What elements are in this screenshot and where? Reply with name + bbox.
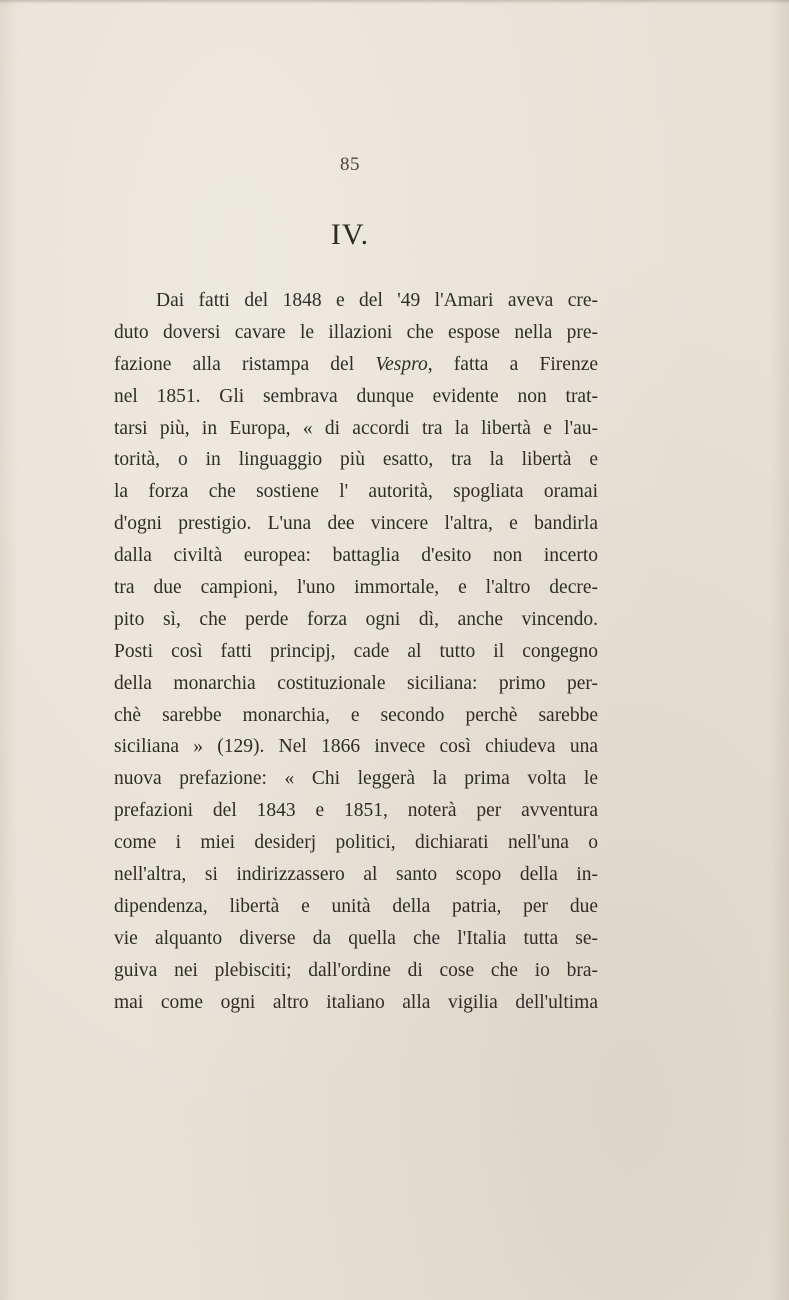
text-line-9: dalla civiltà europea: battaglia d'esito non incerto — [114, 545, 598, 567]
text-line-16: nuova prefazione: « Chi leggerà la prima volta le — [114, 768, 598, 790]
text-line-3 — [114, 349, 598, 381]
text-line-11: pito sì, che perde forza ogni dì, anche vincendo. — [114, 608, 598, 630]
text-line-1: Dai fatti del 1848 e del '49 l'Amari aveva cre- — [156, 290, 598, 311]
text-line-20: dipendenza, libertà e unità della patria, per due — [114, 895, 598, 917]
text-line-17: prefazioni del 1843 e 1851, noterà per avventura — [114, 800, 598, 822]
text-line-14: chè sarebbe monarchia, e secondo perchè sarebbe — [114, 704, 598, 726]
text-line-13: della monarchia costituzionale siciliana: primo per- — [114, 672, 598, 694]
text-line-18: come i miei desiderj politici, dichiarati nell'una o — [114, 832, 598, 854]
text-line-2: duto doversi cavare le illazioni che espose nella pre- — [114, 321, 598, 343]
text-line-10: tra due campioni, l'uno immortale, e l'altro decre- — [114, 577, 598, 599]
text-line-3-part-3: , fatta a Firenze — [427, 353, 599, 375]
text-line-7: la forza che sostiene l' autorità, spogliata oramai — [114, 481, 598, 503]
italic-title-vespro: Vespro — [375, 353, 428, 375]
text-line-15: siciliana » (129). Nel 1866 invece così chiudeva una — [114, 736, 598, 758]
page-number: 85 — [340, 154, 360, 175]
chapter-heading: IV. — [330, 218, 370, 251]
text-line-19: nell'altra, si indirizzassero al santo scopo della in- — [114, 864, 598, 886]
text-line-8: d'ogni prestigio. L'una dee vincere l'altra, e bandirla — [114, 513, 598, 535]
text-line-6: torità, o in linguaggio più esatto, tra la libertà e — [114, 449, 598, 471]
text-line-22: guiva nei plebisciti; dall'ordine di cose che io bra- — [114, 959, 598, 981]
text-line-12: Posti così fatti principj, cade al tutto il congegno — [114, 640, 598, 662]
text-line-5: tarsi più, in Europa, « di accordi tra la libertà e l'au- — [114, 417, 598, 439]
body-paragraph — [114, 285, 598, 1018]
text-line-4: nel 1851. Gli sembrava dunque evidente non trat- — [114, 385, 598, 407]
text-line-3-part-1: fazione alla ristampa del — [114, 353, 376, 375]
text-line-23: mai come ogni altro italiano alla vigilia dell'ultima — [114, 991, 598, 1013]
page-top-edge — [0, 0, 789, 4]
text-line-21: vie alquanto diverse da quella che l'Italia tutta se- — [114, 927, 598, 949]
